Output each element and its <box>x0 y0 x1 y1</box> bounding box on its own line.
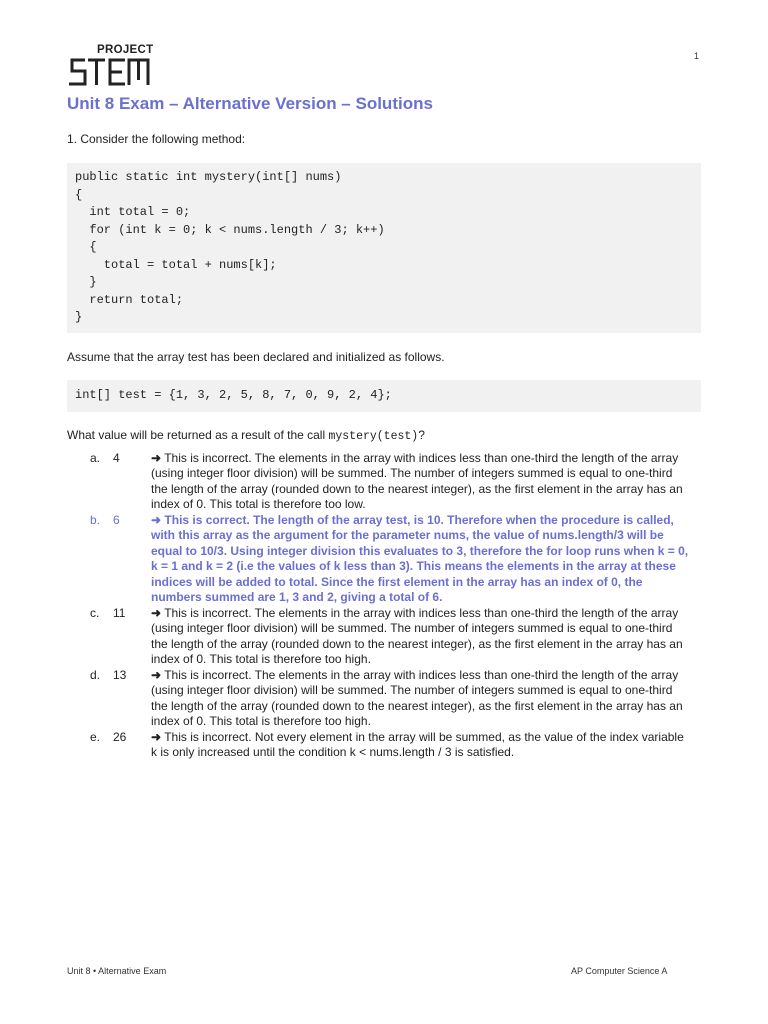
choice-b-explanation <box>151 513 691 605</box>
choice-d-letter: d. <box>90 668 101 682</box>
prompt-text: What value will be returned as a result of the call <box>67 428 329 442</box>
choice-b-letter: b. <box>90 513 101 527</box>
code-line: } <box>75 310 83 324</box>
choice-a-value: 4 <box>113 451 120 465</box>
code-line: public static int mystery(int[] nums) <box>75 170 342 184</box>
question-intro: 1. Consider the following method: <box>67 132 246 146</box>
arrow-icon: ➜ <box>151 606 162 620</box>
explanation-text: This is incorrect. The elements in the array with indices less than one-third the length of the array (using integer floor division) will be summed. The number of integers summed is equal to one-third the length of the array (rounded down to the nearest integer), as the first element in the array has an index of 0. This total is therefore too low. <box>151 451 683 512</box>
explanation-text: This is incorrect. Not every element in the array will be summed, as the value of the index variable k is only increased until the condition k < nums.length / 3 is satisfied. <box>151 730 684 760</box>
explanation-text: This is incorrect. The elements in the array with indices less than one-third the length of the array (using integer floor division) will be summed. The number of integers summed is equal to one-third the length of the array (rounded down to the nearest integer), as the first element in the array has an index of 0. This total is therefore too high. <box>151 606 683 667</box>
code-line: { <box>75 187 83 202</box>
choice-e-value: 26 <box>113 730 127 744</box>
method-code-block <box>67 163 701 333</box>
arrow-icon: ➜ <box>151 513 162 527</box>
footer-left: Unit 8 • Alternative Exam <box>67 966 167 976</box>
choice-c-value: 11 <box>113 606 126 620</box>
choice-a-letter: a. <box>90 451 101 465</box>
code-line: int total = 0; <box>75 205 191 219</box>
choice-d-explanation <box>151 668 691 730</box>
code-line: { <box>75 240 97 254</box>
arrow-icon: ➜ <box>151 730 162 744</box>
code-line: int[] test = {1, 3, 2, 5, 8, 7, 0, 9, 2, 4}; <box>75 388 392 402</box>
footer-right: AP Computer Science A <box>571 966 668 976</box>
prompt-end: ? <box>418 428 425 442</box>
logo-project-text: PROJECT <box>97 44 154 56</box>
choice-b-value: 6 <box>113 513 120 527</box>
choice-d-value: 13 <box>113 668 127 682</box>
code-line: total = total + nums[k]; <box>75 257 277 272</box>
choice-c-letter: c. <box>90 606 100 620</box>
code-line: return total; <box>75 292 184 307</box>
explanation-text: This is incorrect. The elements in the array with indices less than one-third the length of the array (using integer floor division) will be summed. The number of integers summed is equal to one-third the length of the array (rounded down to the nearest integer), as the first element in the array has an index of 0. This total is therefore too high. <box>151 668 683 729</box>
explanation-text: This is correct. The length of the array test, is 10. Therefore when the procedure is called, with this array as the argument for the parameter nums, the value of nums.length/3 will be equal to 10/3. Using integer division this evaluates to 3, therefore the for loop runs when k = 0, k = 1 and k = 2 (i.e the values of k less than 3). This means the elements in the array at these indices will be added to total. Since the first element in the array has an index of 0, the numbers summed are 1, 3 and 2, giving a total of 6. <box>151 513 689 605</box>
logo-stem-wordmark <box>67 56 151 88</box>
choice-a-explanation <box>151 451 691 513</box>
project-stem-logo <box>67 44 157 90</box>
prompt-code: mystery(test) <box>328 430 419 443</box>
question-prompt <box>67 428 425 443</box>
assume-text: Assume that the array test has been declared and initialized as follows. <box>67 350 445 364</box>
choice-e-letter: e. <box>90 730 101 744</box>
array-code-block <box>67 380 701 412</box>
arrow-icon: ➜ <box>151 668 162 682</box>
code-line: } <box>75 275 97 289</box>
logo-stem-text: STEM <box>67 56 70 57</box>
choice-e-explanation <box>151 730 691 761</box>
choice-c-explanation <box>151 606 691 668</box>
page-title: Unit 8 Exam – Alternative Version – Solutions <box>67 94 433 113</box>
code-line: for (int k = 0; k < nums.length / 3; k++) <box>75 222 385 237</box>
arrow-icon: ➜ <box>151 451 162 465</box>
page-number: 1 <box>694 51 700 61</box>
